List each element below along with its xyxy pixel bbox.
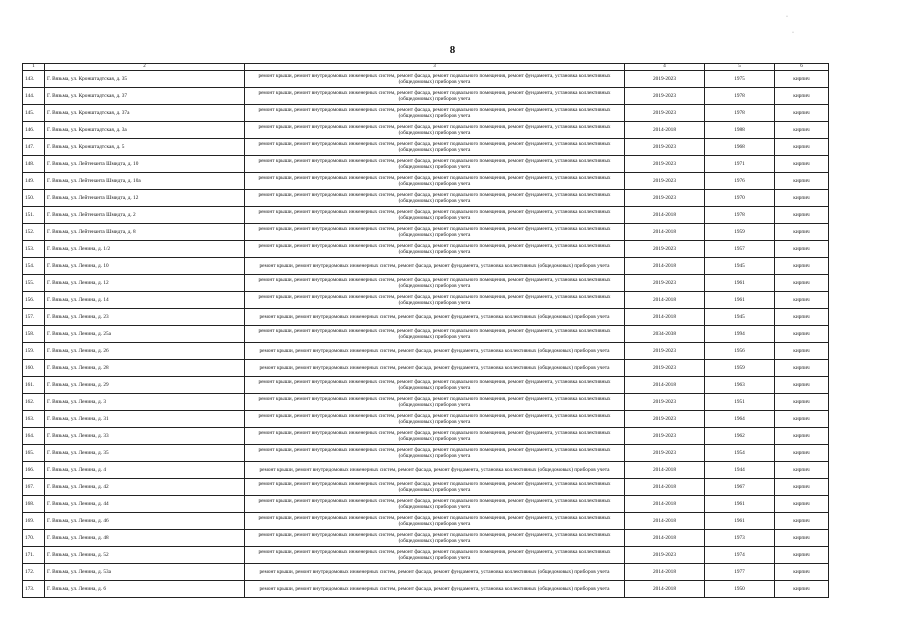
works-cell: ремонт крыши, ремонт внутридомовых инженерных систем, ремонт фасада, ремонт фундамента, установка коллективных (общедомовых) приборов учета: [245, 343, 625, 360]
year-cell: 1978: [705, 207, 775, 224]
address-cell: Г. Вязьма, ул. Ленина, д. 26: [45, 343, 245, 360]
material-cell: кирпич: [775, 173, 829, 190]
year-cell: 1994: [705, 326, 775, 343]
column-header: 1: [23, 64, 45, 71]
row-number: 157.: [23, 309, 45, 326]
row-number: 146.: [23, 122, 45, 139]
table-row: [23, 292, 829, 309]
table-row: [23, 462, 829, 479]
period-cell: 2014-2018: [625, 207, 705, 224]
year-cell: 1961: [705, 513, 775, 530]
year-cell: 1977: [705, 564, 775, 581]
row-number: 147.: [23, 139, 45, 156]
material-cell: кирпич: [775, 547, 829, 564]
table-row: [23, 564, 829, 581]
material-cell: кирпич: [775, 462, 829, 479]
table-row: [23, 394, 829, 411]
table-row: [23, 411, 829, 428]
address-cell: Г. Вязьма, ул. Ленина, д. 29: [45, 377, 245, 394]
period-cell: 2014-2018: [625, 309, 705, 326]
column-header: 5: [705, 64, 775, 71]
column-header: 2: [45, 64, 245, 71]
address-cell: Г. Вязьма, ул. Ленина, д. 1/2: [45, 241, 245, 258]
year-cell: 1975: [705, 71, 775, 88]
material-cell: кирпич: [775, 581, 829, 598]
period-cell: 2019-2023: [625, 156, 705, 173]
row-number: 172.: [23, 564, 45, 581]
material-cell: кирпич: [775, 258, 829, 275]
row-number: 153.: [23, 241, 45, 258]
address-cell: Г. Вязьма, ул. Лейтенанта Шмидта, д. 2: [45, 207, 245, 224]
period-cell: 2019-2023: [625, 139, 705, 156]
works-cell: ремонт крыши, ремонт внутридомовых инженерных систем, ремонт фасада, ремонт подвального помещения, ремонт фундамента, установка коллективных (общедомовых) приборов учета: [245, 428, 625, 445]
table-row: [23, 122, 829, 139]
row-number: 167.: [23, 479, 45, 496]
material-cell: кирпич: [775, 156, 829, 173]
address-cell: Г. Вязьма, ул. Кронштадтская, д. 35: [45, 71, 245, 88]
address-cell: Г. Вязьма, ул. Ленина, д. 53а: [45, 564, 245, 581]
table-row: [23, 445, 829, 462]
period-cell: 2019-2023: [625, 445, 705, 462]
address-cell: Г. Вязьма, ул. Ленина, д. 42: [45, 479, 245, 496]
period-cell: 2019-2023: [625, 428, 705, 445]
page-number: 8: [449, 44, 456, 56]
works-cell: ремонт крыши, ремонт внутридомовых инженерных систем, ремонт фасада, ремонт подвального помещения, ремонт фундамента, установка коллективных (общедомовых) приборов учета: [245, 190, 625, 207]
table-row: [23, 428, 829, 445]
material-cell: кирпич: [775, 377, 829, 394]
period-cell: 2014-2018: [625, 496, 705, 513]
table-row: [23, 581, 829, 598]
works-cell: ремонт крыши, ремонт внутридомовых инженерных систем, ремонт фасада, ремонт фундамента, установка коллективных (общедомовых) приборов учета: [245, 309, 625, 326]
scan-speck: ·: [786, 14, 788, 20]
row-number: 160.: [23, 360, 45, 377]
scan-speck: ·: [792, 30, 794, 36]
works-cell: ремонт крыши, ремонт внутридомовых инженерных систем, ремонт фасада, ремонт фундамента, установка коллективных (общедомовых) приборов учета: [245, 581, 625, 598]
column-header: 4: [625, 64, 705, 71]
table-row: [23, 207, 829, 224]
year-cell: 1978: [705, 105, 775, 122]
address-cell: Г. Вязьма, ул. Ленина, д. 46: [45, 513, 245, 530]
table-row: [23, 88, 829, 105]
row-number: 158.: [23, 326, 45, 343]
address-cell: Г. Вязьма, ул. Кронштадтская, д. 37а: [45, 105, 245, 122]
period-cell: 2019-2023: [625, 190, 705, 207]
material-cell: кирпич: [775, 326, 829, 343]
table-row: [23, 360, 829, 377]
works-cell: ремонт крыши, ремонт внутридомовых инженерных систем, ремонт фасада, ремонт подвального помещения, ремонт фундамента, установка коллективных (общедомовых) приборов учета: [245, 411, 625, 428]
period-cell: 2014-2018: [625, 513, 705, 530]
year-cell: 1961: [705, 275, 775, 292]
material-cell: кирпич: [775, 513, 829, 530]
material-cell: кирпич: [775, 428, 829, 445]
period-cell: 2014-2018: [625, 530, 705, 547]
year-cell: 1944: [705, 462, 775, 479]
table-row: [23, 190, 829, 207]
year-cell: 1961: [705, 496, 775, 513]
works-cell: ремонт крыши, ремонт внутридомовых инженерных систем, ремонт фасада, ремонт подвального помещения, ремонт фундамента, установка коллективных (общедомовых) приборов учета: [245, 377, 625, 394]
period-cell: 2014-2018: [625, 292, 705, 309]
table-row: [23, 513, 829, 530]
material-cell: кирпич: [775, 241, 829, 258]
works-cell: ремонт крыши, ремонт внутридомовых инженерных систем, ремонт фасада, ремонт фундамента, установка коллективных (общедомовых) приборов учета: [245, 462, 625, 479]
material-cell: кирпич: [775, 479, 829, 496]
address-cell: Г. Вязьма, ул. Ленина, д. 44: [45, 496, 245, 513]
period-cell: 2014-2018: [625, 258, 705, 275]
works-cell: ремонт крыши, ремонт внутридомовых инженерных систем, ремонт фасада, ремонт подвального помещения, ремонт фундамента, установка коллективных (общедомовых) приборов учета: [245, 207, 625, 224]
works-cell: ремонт крыши, ремонт внутридомовых инженерных систем, ремонт фасада, ремонт подвального помещения, ремонт фундамента, установка коллективных (общедомовых) приборов учета: [245, 241, 625, 258]
row-number: 165.: [23, 445, 45, 462]
address-cell: Г. Вязьма, ул. Кронштадтская, д. 5: [45, 139, 245, 156]
period-cell: 2014-2018: [625, 122, 705, 139]
row-number: 155.: [23, 275, 45, 292]
row-number: 166.: [23, 462, 45, 479]
material-cell: кирпич: [775, 360, 829, 377]
works-cell: ремонт крыши, ремонт внутридомовых инженерных систем, ремонт фасада, ремонт подвального помещения, ремонт фундамента, установка коллективных (общедомовых) приборов учета: [245, 139, 625, 156]
works-cell: ремонт крыши, ремонт внутридомовых инженерных систем, ремонт фасада, ремонт подвального помещения, ремонт фундамента, установка коллективных (общедомовых) приборов учета: [245, 105, 625, 122]
row-number: 171.: [23, 547, 45, 564]
material-cell: кирпич: [775, 122, 829, 139]
year-cell: 1954: [705, 445, 775, 462]
address-cell: Г. Вязьма, ул. Ленина, д. 31: [45, 411, 245, 428]
material-cell: кирпич: [775, 343, 829, 360]
address-cell: Г. Вязьма, ул. Ленина, д. 25а: [45, 326, 245, 343]
table-row: [23, 547, 829, 564]
row-number: 150.: [23, 190, 45, 207]
address-cell: Г. Вязьма, ул. Ленина, д. 6: [45, 581, 245, 598]
row-number: 151.: [23, 207, 45, 224]
material-cell: кирпич: [775, 445, 829, 462]
table-row: [23, 71, 829, 88]
address-cell: Г. Вязьма, ул. Ленина, д. 23: [45, 309, 245, 326]
period-cell: 2034-2038: [625, 326, 705, 343]
year-cell: 1963: [705, 377, 775, 394]
row-number: 161.: [23, 377, 45, 394]
material-cell: кирпич: [775, 564, 829, 581]
row-number: 169.: [23, 513, 45, 530]
column-header: 6: [775, 64, 829, 71]
year-cell: 1978: [705, 88, 775, 105]
row-number: 159.: [23, 343, 45, 360]
year-cell: 1962: [705, 428, 775, 445]
works-cell: ремонт крыши, ремонт внутридомовых инженерных систем, ремонт фасада, ремонт подвального помещения, ремонт фундамента, установка коллективных (общедомовых) приборов учета: [245, 292, 625, 309]
address-cell: Г. Вязьма, ул. Ленина, д. 10: [45, 258, 245, 275]
address-cell: Г. Вязьма, ул. Кронштадтская, д. 3а: [45, 122, 245, 139]
address-cell: Г. Вязьма, ул. Ленина, д. 4: [45, 462, 245, 479]
address-cell: Г. Вязьма, ул. Ленина, д. 14: [45, 292, 245, 309]
works-cell: ремонт крыши, ремонт внутридомовых инженерных систем, ремонт фасада, ремонт подвального помещения, ремонт фундамента, установка коллективных (общедомовых) приборов учета: [245, 71, 625, 88]
year-cell: 1957: [705, 241, 775, 258]
table-row: [23, 105, 829, 122]
year-cell: 1956: [705, 343, 775, 360]
row-number: 144.: [23, 88, 45, 105]
row-number: 164.: [23, 428, 45, 445]
material-cell: кирпич: [775, 71, 829, 88]
year-cell: 1988: [705, 122, 775, 139]
column-header: 3: [245, 64, 625, 71]
period-cell: 2019-2023: [625, 173, 705, 190]
table-row: [23, 173, 829, 190]
table-row: [23, 139, 829, 156]
period-cell: 2014-2018: [625, 479, 705, 496]
works-cell: ремонт крыши, ремонт внутридомовых инженерных систем, ремонт фасада, ремонт подвального помещения, ремонт фундамента, установка коллективных (общедомовых) приборов учета: [245, 394, 625, 411]
year-cell: 1945: [705, 309, 775, 326]
works-cell: ремонт крыши, ремонт внутридомовых инженерных систем, ремонт фасада, ремонт фундамента, установка коллективных (общедомовых) приборов учета: [245, 564, 625, 581]
table-row: [23, 343, 829, 360]
period-cell: 2019-2023: [625, 105, 705, 122]
year-cell: 1964: [705, 411, 775, 428]
address-cell: Г. Вязьма, ул. Кронштадтская, д. 37: [45, 88, 245, 105]
table-row: [23, 275, 829, 292]
period-cell: 2019-2023: [625, 360, 705, 377]
address-cell: Г. Вязьма, ул. Ленина, д. 12: [45, 275, 245, 292]
row-number: 170.: [23, 530, 45, 547]
table-body: [23, 64, 829, 598]
year-cell: 1970: [705, 190, 775, 207]
table-row: [23, 241, 829, 258]
year-cell: 1951: [705, 394, 775, 411]
address-cell: Г. Вязьма, ул. Ленина, д. 48: [45, 530, 245, 547]
works-cell: ремонт крыши, ремонт внутридомовых инженерных систем, ремонт фасада, ремонт подвального помещения, ремонт фундамента, установка коллективных (общедомовых) приборов учета: [245, 496, 625, 513]
period-cell: 2019-2023: [625, 547, 705, 564]
period-cell: 2014-2018: [625, 224, 705, 241]
works-cell: ремонт крыши, ремонт внутридомовых инженерных систем, ремонт фасада, ремонт фундамента, установка коллективных (общедомовых) приборов учета: [245, 258, 625, 275]
column-number-row: [23, 64, 829, 71]
works-cell: ремонт крыши, ремонт внутридомовых инженерных систем, ремонт фасада, ремонт подвального помещения, ремонт фундамента, установка коллективных (общедомовых) приборов учета: [245, 513, 625, 530]
period-cell: 2014-2018: [625, 377, 705, 394]
works-cell: ремонт крыши, ремонт внутридомовых инженерных систем, ремонт фасада, ремонт подвального помещения, ремонт фундамента, установка коллективных (общедомовых) приборов учета: [245, 122, 625, 139]
period-cell: 2019-2023: [625, 343, 705, 360]
year-cell: 1967: [705, 479, 775, 496]
year-cell: 1945: [705, 258, 775, 275]
table-row: [23, 496, 829, 513]
works-cell: ремонт крыши, ремонт внутридомовых инженерных систем, ремонт фасада, ремонт подвального помещения, ремонт фундамента, установка коллективных (общедомовых) приборов учета: [245, 88, 625, 105]
row-number: 162.: [23, 394, 45, 411]
address-cell: Г. Вязьма, ул. Ленина, д. 28: [45, 360, 245, 377]
table-row: [23, 377, 829, 394]
material-cell: кирпич: [775, 207, 829, 224]
material-cell: кирпич: [775, 394, 829, 411]
row-number: 154.: [23, 258, 45, 275]
works-cell: ремонт крыши, ремонт внутридомовых инженерных систем, ремонт фасада, ремонт подвального помещения, ремонт фундамента, установка коллективных (общедомовых) приборов учета: [245, 445, 625, 462]
row-number: 143.: [23, 71, 45, 88]
works-cell: ремонт крыши, ремонт внутридомовых инженерных систем, ремонт фасада, ремонт подвального помещения, ремонт фундамента, установка коллективных (общедомовых) приборов учета: [245, 156, 625, 173]
material-cell: кирпич: [775, 309, 829, 326]
address-cell: Г. Вязьма, ул. Лейтенанта Шмидта, д. 10: [45, 156, 245, 173]
table-row: [23, 479, 829, 496]
period-cell: 2014-2018: [625, 462, 705, 479]
period-cell: 2019-2023: [625, 394, 705, 411]
year-cell: 1976: [705, 173, 775, 190]
row-number: 168.: [23, 496, 45, 513]
works-cell: ремонт крыши, ремонт внутридомовых инженерных систем, ремонт фасада, ремонт подвального помещения, ремонт фундамента, установка коллективных (общедомовых) приборов учета: [245, 479, 625, 496]
material-cell: кирпич: [775, 496, 829, 513]
works-cell: ремонт крыши, ремонт внутридомовых инженерных систем, ремонт фасада, ремонт подвального помещения, ремонт фундамента, установка коллективных (общедомовых) приборов учета: [245, 326, 625, 343]
material-cell: кирпич: [775, 292, 829, 309]
row-number: 149.: [23, 173, 45, 190]
table-row: [23, 530, 829, 547]
works-cell: ремонт крыши, ремонт внутридомовых инженерных систем, ремонт фасада, ремонт подвального помещения, ремонт фундамента, установка коллективных (общедомовых) приборов учета: [245, 173, 625, 190]
material-cell: кирпич: [775, 190, 829, 207]
year-cell: 1959: [705, 360, 775, 377]
material-cell: кирпич: [775, 139, 829, 156]
row-number: 152.: [23, 224, 45, 241]
table-row: [23, 224, 829, 241]
material-cell: кирпич: [775, 275, 829, 292]
row-number: 145.: [23, 105, 45, 122]
address-cell: Г. Вязьма, ул. Ленина, д. 3: [45, 394, 245, 411]
works-cell: ремонт крыши, ремонт внутридомовых инженерных систем, ремонт фасада, ремонт подвального помещения, ремонт фундамента, установка коллективных (общедомовых) приборов учета: [245, 547, 625, 564]
row-number: 163.: [23, 411, 45, 428]
table-row: [23, 326, 829, 343]
material-cell: кирпич: [775, 530, 829, 547]
address-cell: Г. Вязьма, ул. Ленина, д. 35: [45, 445, 245, 462]
material-cell: кирпич: [775, 105, 829, 122]
row-number: 148.: [23, 156, 45, 173]
year-cell: 1968: [705, 139, 775, 156]
works-cell: ремонт крыши, ремонт внутридомовых инженерных систем, ремонт фасада, ремонт подвального помещения, ремонт фундамента, установка коллективных (общедомовых) приборов учета: [245, 530, 625, 547]
period-cell: 2014-2018: [625, 581, 705, 598]
year-cell: 1971: [705, 156, 775, 173]
address-cell: Г. Вязьма, ул. Лейтенанта Шмидта, д. 12: [45, 190, 245, 207]
period-cell: 2019-2023: [625, 71, 705, 88]
material-cell: кирпич: [775, 88, 829, 105]
period-cell: 2019-2023: [625, 88, 705, 105]
period-cell: 2019-2023: [625, 411, 705, 428]
year-cell: 1961: [705, 292, 775, 309]
works-cell: ремонт крыши, ремонт внутридомовых инженерных систем, ремонт фасада, ремонт подвального помещения, ремонт фундамента, установка коллективных (общедомовых) приборов учета: [245, 275, 625, 292]
period-cell: 2014-2018: [625, 564, 705, 581]
material-cell: кирпич: [775, 411, 829, 428]
year-cell: 1959: [705, 224, 775, 241]
address-cell: Г. Вязьма, ул. Ленина, д. 33: [45, 428, 245, 445]
year-cell: 1973: [705, 530, 775, 547]
address-cell: Г. Вязьма, ул. Лейтенанта Шмидта, д. 8: [45, 224, 245, 241]
year-cell: 1974: [705, 547, 775, 564]
row-number: 173.: [23, 581, 45, 598]
address-cell: Г. Вязьма, ул. Лейтенанта Шмидта, д. 10а: [45, 173, 245, 190]
period-cell: 2019-2023: [625, 241, 705, 258]
address-cell: Г. Вязьма, ул. Ленина, д. 52: [45, 547, 245, 564]
material-cell: кирпич: [775, 224, 829, 241]
table-row: [23, 309, 829, 326]
period-cell: 2019-2023: [625, 275, 705, 292]
table-row: [23, 156, 829, 173]
works-cell: ремонт крыши, ремонт внутридомовых инженерных систем, ремонт фасада, ремонт фундамента, установка коллективных (общедомовых) приборов учета: [245, 360, 625, 377]
housing-register-table: [22, 63, 829, 598]
works-cell: ремонт крыши, ремонт внутридомовых инженерных систем, ремонт фасада, ремонт подвального помещения, ремонт фундамента, установка коллективных (общедомовых) приборов учета: [245, 224, 625, 241]
row-number: 156.: [23, 292, 45, 309]
table-row: [23, 258, 829, 275]
year-cell: 1950: [705, 581, 775, 598]
